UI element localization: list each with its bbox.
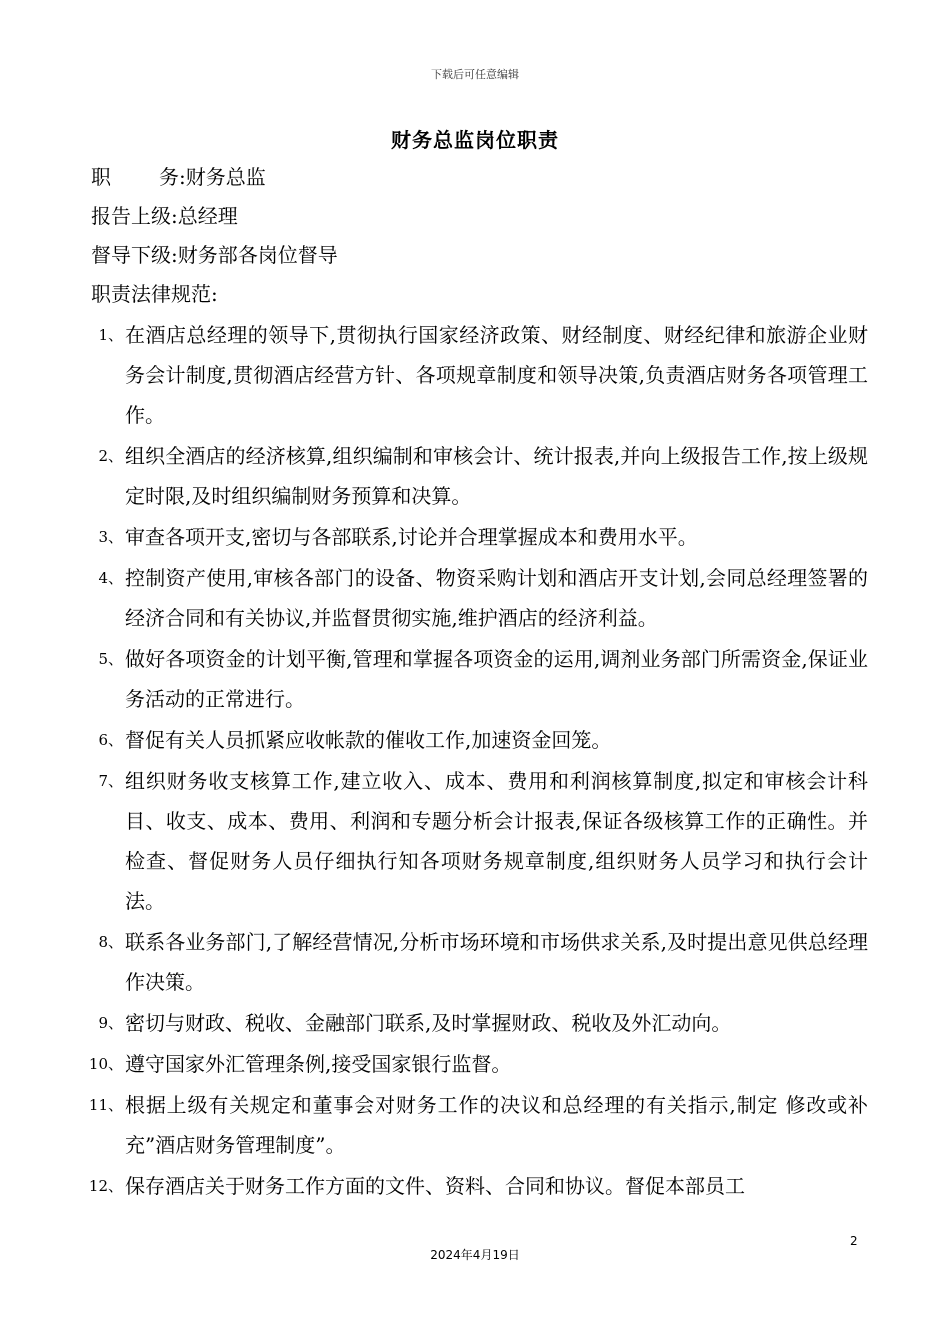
list-item	[78, 761, 868, 921]
list-item-text: 遵守国家外汇管理条例,接受国家银行监督。	[125, 1052, 512, 1076]
duties-list	[78, 315, 868, 1207]
list-item-text: 组织全酒店的经济核算,组织编制和审核会计、统计报表,并向上级报告工作,按上级规定时限,及时组织编制财务预算和决算。	[125, 444, 868, 508]
list-item	[78, 922, 868, 1002]
header-note: 下载后可任意编辑	[431, 68, 519, 81]
list-item-number: 3、	[98, 528, 123, 546]
list-item-number: 12、	[88, 1177, 123, 1195]
list-item-number: 10、	[88, 1055, 123, 1073]
page-number: 2	[850, 1234, 858, 1248]
list-item-number: 5、	[98, 650, 123, 668]
list-item	[78, 558, 868, 638]
list-item	[78, 1003, 868, 1043]
field-reports-to-value: 总经理	[177, 204, 238, 228]
list-item-number: 1、	[98, 326, 123, 344]
list-item	[78, 720, 868, 760]
list-item-number: 2、	[98, 447, 123, 465]
field-supervises-label: 督导下级:	[91, 243, 178, 267]
field-position-label-a: 职	[91, 165, 111, 189]
list-item-text: 密切与财政、税收、金融部门联系,及时掌握财政、税收及外汇动向。	[125, 1011, 732, 1035]
list-item	[78, 517, 868, 557]
list-item-number: 6、	[98, 731, 123, 749]
list-item-number: 4、	[98, 569, 123, 587]
list-item	[78, 1044, 868, 1084]
field-position	[91, 158, 871, 197]
field-supervises-value: 财务部各岗位督导	[177, 243, 338, 267]
duties-heading: 职责法律规范:	[91, 282, 218, 306]
list-item-text: 审查各项开支,密切与各部联系,讨论并合理掌握成本和费用水平。	[125, 525, 698, 549]
list-item	[78, 639, 868, 719]
list-item	[78, 1166, 868, 1206]
list-item-text: 督促有关人员抓紧应收帐款的催收工作,加速资金回笼。	[125, 728, 612, 752]
field-supervises	[91, 236, 871, 275]
list-item	[78, 436, 868, 516]
list-item-number: 9、	[98, 1014, 123, 1032]
document-title: 财务总监岗位职责	[391, 128, 559, 152]
field-position-label-b: 务:	[159, 165, 186, 189]
list-item	[78, 315, 868, 435]
field-reports-to-label: 报告上级:	[91, 204, 178, 228]
list-item-text: 做好各项资金的计划平衡,管理和掌握各项资金的运用,调剂业务部门所需资金,保证业务活动的正常进行。	[125, 647, 868, 711]
footer-date: 2024年4月19日	[430, 1248, 520, 1262]
list-item	[78, 1085, 868, 1165]
job-info-fields	[91, 158, 871, 314]
list-item-text: 保存酒店关于财务工作方面的文件、资料、合同和协议。督促本部员工	[125, 1174, 745, 1198]
list-item-number: 11、	[88, 1096, 123, 1114]
field-reports-to	[91, 197, 871, 236]
list-item-text: 根据上级有关规定和董事会对财务工作的决议和总经理的有关指示,制定 修改或补充”酒店财务管理制度”。	[125, 1093, 868, 1157]
list-item-number: 8、	[98, 933, 123, 951]
field-position-value: 财务总监	[185, 165, 266, 189]
list-item-text: 控制资产使用,审核各部门的设备、物资采购计划和酒店开支计划,会同总经理签署的经济合同和有关协议,并监督贯彻实施,维护酒店的经济利益。	[125, 566, 868, 630]
list-item-number: 7、	[98, 772, 123, 790]
list-item-text: 组织财务收支核算工作,建立收入、成本、费用和利润核算制度,拟定和审核会计科目、收支、成本、费用、利润和专题分析会计报表,保证各级核算工作的正确性。并检查、督促财务人员仔细执行知各项财务规章制度,组织财务人员学习和执行会计法。	[125, 769, 868, 913]
list-item-text: 联系各业务部门,了解经营情况,分析市场环境和市场供求关系,及时提出意见供总经理作决策。	[125, 930, 868, 994]
list-item-text: 在酒店总经理的领导下,贯彻执行国家经济政策、财经制度、财经纪律和旅游企业财务会计制度,贯彻酒店经营方针、各项规章制度和领导决策,负责酒店财务各项管理工作。	[125, 323, 868, 427]
